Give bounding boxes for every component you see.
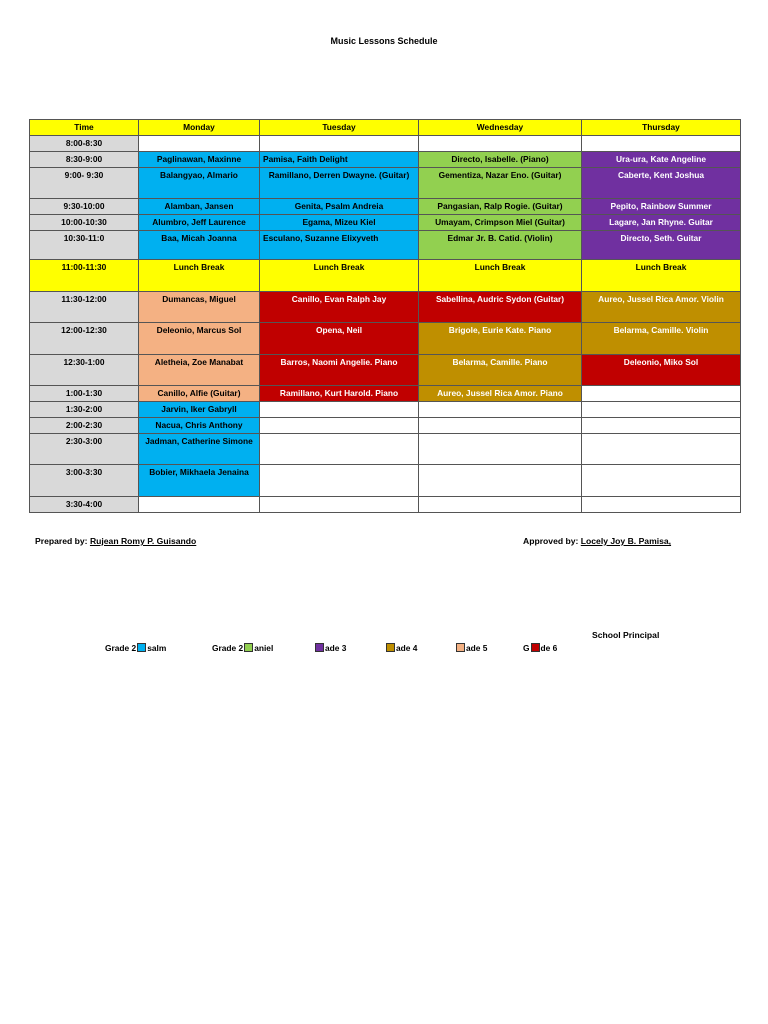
thursday-cell xyxy=(582,418,741,434)
tuesday-cell xyxy=(260,434,419,465)
wednesday-cell: Lunch Break xyxy=(419,260,582,292)
header-monday: Monday xyxy=(139,120,260,136)
table-row xyxy=(30,215,741,231)
wednesday-cell xyxy=(419,434,582,465)
table-row xyxy=(30,323,741,355)
approved-name: Locely Joy B. Pamisa, xyxy=(580,536,672,546)
tuesday-cell xyxy=(260,136,419,152)
table-row xyxy=(30,168,741,199)
thursday-cell: Lunch Break xyxy=(582,260,741,292)
legend-label: ade 5 xyxy=(466,643,488,653)
tuesday-cell xyxy=(260,402,419,418)
monday-cell: Balangyao, Almario xyxy=(139,168,260,199)
tuesday-cell xyxy=(260,465,419,497)
wednesday-cell: Gementiza, Nazar Eno. (Guitar) xyxy=(419,168,582,199)
thursday-cell xyxy=(582,136,741,152)
tuesday-cell: Esculano, Suzanne Elixyveth xyxy=(260,231,419,260)
monday-cell: Bobier, Mikhaela Jenaina xyxy=(139,465,260,497)
thursday-cell xyxy=(582,465,741,497)
wednesday-cell: Edmar Jr. B. Catid. (Violin) xyxy=(419,231,582,260)
time-cell: 2:00-2:30 xyxy=(30,418,139,434)
thursday-cell xyxy=(582,497,741,513)
thursday-cell: Aureo, Jussel Rica Amor. Violin xyxy=(582,292,741,323)
legend-label: aniel xyxy=(254,643,274,653)
lunch-row xyxy=(30,260,741,292)
header-row xyxy=(30,120,741,136)
tuesday-cell: Ramillano, Kurt Harold. Piano xyxy=(260,386,419,402)
monday-cell: Alamban, Jansen xyxy=(139,199,260,215)
thursday-cell xyxy=(582,434,741,465)
wednesday-cell: Pangasian, Ralp Rogie. (Guitar) xyxy=(419,199,582,215)
legend-grade-3 xyxy=(314,643,346,653)
time-cell: 2:30-3:00 xyxy=(30,434,139,465)
monday-cell: Aletheia, Zoe Manabat xyxy=(139,355,260,386)
time-cell: 3:30-4:00 xyxy=(30,497,139,513)
tuesday-cell: Genita, Psalm Andreia xyxy=(260,199,419,215)
prepared-label: Prepared by: xyxy=(35,536,88,546)
legend-label: de 6 xyxy=(540,643,558,653)
legend-grade-2-psalm xyxy=(105,643,166,653)
monday-cell: Jarvin, Iker Gabryll xyxy=(139,402,260,418)
time-cell: 1:00-1:30 xyxy=(30,386,139,402)
table-row xyxy=(30,497,741,513)
monday-cell xyxy=(139,136,260,152)
monday-cell: Jadman, Catherine Simone xyxy=(139,434,260,465)
wednesday-cell: Belarma, Camille. Piano xyxy=(419,355,582,386)
tuesday-cell: Egama, Mizeu Kiel xyxy=(260,215,419,231)
header-thursday: Thursday xyxy=(582,120,741,136)
time-cell: 12:30-1:00 xyxy=(30,355,139,386)
legend-swatch xyxy=(456,643,465,652)
monday-cell: Baa, Micah Joanna xyxy=(139,231,260,260)
legend-label: ade 4 xyxy=(396,643,418,653)
time-cell: 9:30-10:00 xyxy=(30,199,139,215)
tuesday-cell: Ramillano, Derren Dwayne. (Guitar) xyxy=(260,168,419,199)
monday-cell: Dumancas, Miguel xyxy=(139,292,260,323)
time-cell: 8:00-8:30 xyxy=(30,136,139,152)
time-cell: 10:00-10:30 xyxy=(30,215,139,231)
monday-cell: Lunch Break xyxy=(139,260,260,292)
legend-label: salm xyxy=(147,643,167,653)
approved-label: Approved by: xyxy=(523,536,579,546)
legend-grade-4 xyxy=(385,643,417,653)
thursday-cell: Belarma, Camille. Violin xyxy=(582,323,741,355)
wednesday-cell xyxy=(419,418,582,434)
wednesday-cell xyxy=(419,402,582,418)
tuesday-cell: Barros, Naomi Angelie. Piano xyxy=(260,355,419,386)
wednesday-cell: Sabellina, Audric Sydon (Guitar) xyxy=(419,292,582,323)
wednesday-cell xyxy=(419,136,582,152)
header-time: Time xyxy=(30,120,139,136)
thursday-cell: Caberte, Kent Joshua xyxy=(582,168,741,199)
time-cell: 10:30-11:0 xyxy=(30,231,139,260)
legend-swatch xyxy=(244,643,253,652)
thursday-cell: Pepito, Rainbow Summer xyxy=(582,199,741,215)
table-row xyxy=(30,231,741,260)
thursday-cell xyxy=(582,402,741,418)
wednesday-cell: Directo, Isabelle. (Piano) xyxy=(419,152,582,168)
thursday-cell: Ura-ura, Kate Angeline xyxy=(582,152,741,168)
thursday-cell xyxy=(582,386,741,402)
table-row xyxy=(30,434,741,465)
page-title: Music Lessons Schedule xyxy=(330,36,438,46)
table-row xyxy=(30,136,741,152)
tuesday-cell: Lunch Break xyxy=(260,260,419,292)
legend-grade-2-daniel xyxy=(212,643,273,653)
tuesday-cell xyxy=(260,497,419,513)
tuesday-cell: Canillo, Evan Ralph Jay xyxy=(260,292,419,323)
legend-label: Grade 2 xyxy=(105,643,137,653)
monday-cell: Alumbro, Jeff Laurence xyxy=(139,215,260,231)
time-cell: 11:30-12:00 xyxy=(30,292,139,323)
header-wednesday: Wednesday xyxy=(419,120,582,136)
wednesday-cell: Umayam, Crimpson Miel (Guitar) xyxy=(419,215,582,231)
thursday-cell: Deleonio, Miko Sol xyxy=(582,355,741,386)
time-cell: 3:00-3:30 xyxy=(30,465,139,497)
tuesday-cell: Opena, Neil xyxy=(260,323,419,355)
table-row xyxy=(30,152,741,168)
schedule-table xyxy=(29,119,741,513)
legend-grade-6 xyxy=(523,643,557,653)
thursday-cell: Lagare, Jan Rhyne. Guitar xyxy=(582,215,741,231)
tuesday-cell xyxy=(260,418,419,434)
time-cell: 8:30-9:00 xyxy=(30,152,139,168)
monday-cell xyxy=(139,497,260,513)
table-row xyxy=(30,418,741,434)
approved-by xyxy=(523,536,671,546)
legend-label: ade 3 xyxy=(325,643,347,653)
legend-label: G xyxy=(523,643,530,653)
thursday-cell: Directo, Seth. Guitar xyxy=(582,231,741,260)
wednesday-cell xyxy=(419,465,582,497)
legend-swatch xyxy=(531,643,540,652)
legend-swatch xyxy=(386,643,395,652)
monday-cell: Nacua, Chris Anthony xyxy=(139,418,260,434)
prepared-by xyxy=(35,536,196,546)
monday-cell: Deleonio, Marcus Sol xyxy=(139,323,260,355)
tuesday-cell: Pamisa, Faith Delight xyxy=(260,152,419,168)
legend-label: Grade 2 xyxy=(212,643,244,653)
time-cell: 1:30-2:00 xyxy=(30,402,139,418)
monday-cell: Paglinawan, Maxinne xyxy=(139,152,260,168)
legend-swatch xyxy=(137,643,146,652)
table-row xyxy=(30,402,741,418)
table-row xyxy=(30,292,741,323)
table-row xyxy=(30,199,741,215)
wednesday-cell xyxy=(419,497,582,513)
table-row xyxy=(30,355,741,386)
legend-swatch xyxy=(315,643,324,652)
time-cell: 12:00-12:30 xyxy=(30,323,139,355)
table-row xyxy=(30,386,741,402)
legend-grade-5 xyxy=(455,643,487,653)
table-row xyxy=(30,465,741,497)
wednesday-cell: Aureo, Jussel Rica Amor. Piano xyxy=(419,386,582,402)
time-cell: 9:00- 9:30 xyxy=(30,168,139,199)
prepared-name: Rujean Romy P. Guisando xyxy=(89,536,197,546)
wednesday-cell: Brigole, Eurie Kate. Piano xyxy=(419,323,582,355)
header-tuesday: Tuesday xyxy=(260,120,419,136)
time-cell: 11:00-11:30 xyxy=(30,260,139,292)
monday-cell: Canillo, Alfie (Guitar) xyxy=(139,386,260,402)
approver-title: School Principal xyxy=(592,630,660,640)
